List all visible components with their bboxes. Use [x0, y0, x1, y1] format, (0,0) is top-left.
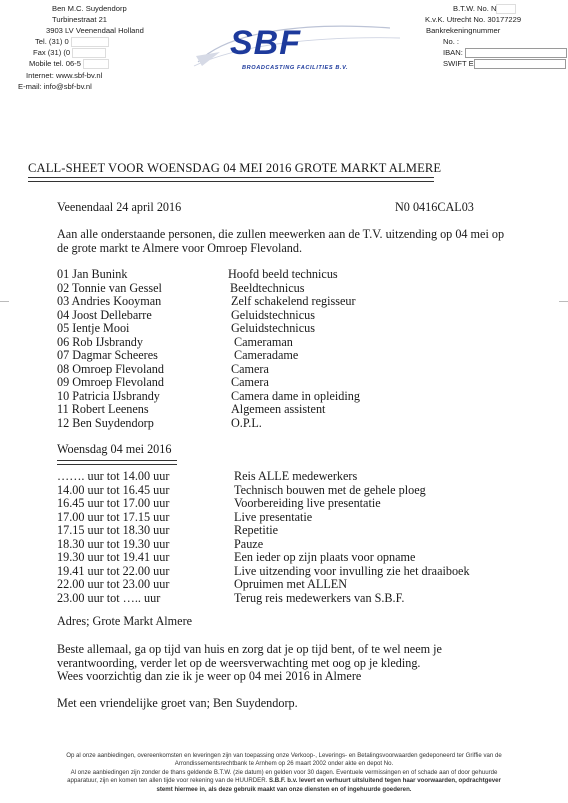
sender-tel: Tel. (31) 0 — [26, 36, 196, 47]
redaction-box — [496, 4, 516, 14]
place-date: Veenendaal 24 april 2016 — [57, 200, 182, 214]
redaction-box — [72, 48, 106, 58]
schedule-activity: Voorbereiding live presentatie — [234, 496, 381, 510]
schedule-time: 14.00 uur tot 16.45 uur — [57, 482, 170, 497]
schedule-activity: Terug reis medewerkers van S.B.F. — [234, 590, 405, 605]
crew-name: 09 Omroep Flevoland — [57, 375, 164, 389]
schedule-row — [57, 484, 437, 498]
footer-line: Op al onze aanbiedingen, overeenkomsten en leveringen zijn van toepassing onze Verkoop-, Leverings- en Betalingsvoorwaarden gedeponeerd ter Griffie van de — [66, 752, 502, 759]
footer-terms — [14, 752, 554, 794]
sender-email: E-mail: info@sbf-bv.nl — [18, 81, 92, 91]
bank-label: Bankrekeningnummer — [426, 26, 501, 36]
crew-name: 03 Andries Kooyman — [57, 294, 162, 308]
crew-name: 06 Rob IJsbrandy — [57, 334, 143, 349]
crew-row — [57, 390, 377, 404]
iban: IBAN: — [425, 47, 565, 58]
schedule-activity: Repetitie — [234, 523, 278, 537]
crew-list — [57, 268, 377, 430]
redaction-box — [83, 59, 109, 69]
logo-tagline: BROADCASTING FACILITIES B.V. — [242, 65, 349, 71]
closing-signature: Met een vriendelijke groet van; Ben Suydendorp. — [57, 696, 298, 710]
message-line: Wees voorzichtig dan zie ik je weer op 04 mei 2016 in Almere — [57, 669, 362, 684]
crew-row — [57, 403, 377, 417]
swift: SWIFT E — [425, 58, 565, 69]
crew-row — [57, 417, 377, 431]
schedule-row — [57, 563, 470, 579]
schedule-activity: Opruimen met ALLEN — [234, 577, 348, 591]
crew-row — [57, 268, 377, 282]
crew-row — [57, 336, 377, 350]
footer-line: stemt hiermee in, als deze gebruik maakt van onze diensten en of ingehuurde goederen. — [156, 785, 412, 793]
intro-line: Aan alle onderstaande personen, die zullen meewerken aan de T.V. uitzending op 04 mei op — [57, 227, 505, 241]
crew-name: 02 Tonnie van Gessel — [57, 280, 162, 295]
schedule-activity: Live uitzending voor invulling zie het draaiboek — [234, 563, 470, 578]
schedule-time: 22.00 uur tot 23.00 uur — [57, 577, 170, 591]
schedule-row — [57, 497, 437, 511]
sender-mobile: Mobile tel. 06-5 — [26, 58, 196, 69]
crew-role: Cameradame — [234, 348, 299, 362]
crew-name: 05 Ientje Mooi — [57, 321, 130, 335]
crew-role: Hoofd beeld technicus — [228, 267, 338, 281]
registration-block — [425, 3, 565, 70]
reference-number: N0 0416CAL03 — [395, 200, 474, 214]
redaction-box — [465, 48, 567, 58]
schedule-time: 17.15 uur tot 18.30 uur — [57, 523, 170, 537]
crew-role: Geluidstechnicus — [231, 321, 315, 335]
crew-name: 07 Dagmar Scheeres — [57, 348, 158, 362]
schedule-activity: Live presentatie — [234, 509, 313, 524]
crew-role: Camera — [231, 375, 269, 389]
logo-wordmark: SBF — [230, 24, 301, 62]
call-sheet-title: CALL-SHEET VOOR WOENSDAG 04 MEI 2016 GROTE MARKT ALMERE — [28, 161, 442, 175]
sender-name: Ben M.C. Suydendorp — [52, 4, 127, 13]
crew-name: 12 Ben Suydendorp — [57, 415, 154, 430]
message-text — [57, 643, 527, 684]
schedule-row — [57, 578, 437, 592]
schedule-time: 23.00 uur tot ….. uur — [57, 590, 161, 605]
punch-mark — [0, 301, 9, 302]
sender-fax: Fax (31) (0 — [26, 47, 196, 58]
crew-row — [57, 282, 377, 296]
title-double-rule — [28, 177, 434, 182]
schedule-list — [57, 469, 470, 605]
schedule-row — [57, 524, 437, 538]
schedule-row — [57, 551, 437, 565]
sender-contact-block — [18, 3, 196, 92]
redaction-box — [474, 59, 566, 69]
event-address: Adres; Grote Markt Almere — [57, 614, 193, 628]
crew-row — [57, 309, 377, 323]
sbf-logo — [190, 22, 405, 82]
crew-name: 11 Robert Leenens — [57, 402, 149, 416]
btw-number: B.T.W. No. N — [425, 3, 565, 14]
schedule-time: 17.00 uur tot 17.15 uur — [57, 509, 170, 524]
crew-row — [57, 376, 377, 390]
crew-role: Algemeen assistent — [231, 402, 326, 416]
crew-role: Cameraman — [234, 334, 293, 349]
punch-mark — [559, 301, 568, 302]
sender-internet: Internet: www.sbf-bv.nl — [26, 70, 103, 80]
redaction-box — [71, 37, 109, 47]
schedule-time: 19.30 uur tot 19.41 uur — [57, 550, 170, 564]
crew-row — [57, 322, 377, 336]
message-line: Beste allemaal, ga op tijd van huis en zorg dat je op tijd bent, of te wel neem je — [57, 642, 442, 656]
footer-line: Arrondissementsrechtbank te Arnhem op 26 maart 2002 onder akte en depot No. — [174, 760, 394, 768]
intro-line: de grote markt te Almere voor Omroep Flevoland. — [57, 240, 303, 255]
footer-line: Al onze aanbiedingen zijn zonder de thans geldende B.T.W. (zie datum) en gelden voor 30 dagen. Eventuele vermissingen en of schade aan of door gehuurde — [70, 768, 498, 776]
footer-line: apparatuur, zijn en komen ten allen tijde voor rekening van de HUURDER. S.B.F. b.v. levert en verhuurt uitsluitend tegen haar voorwaarden, opdrachtgever — [67, 777, 501, 785]
schedule-time: 19.41 uur tot 22.00 uur — [57, 563, 170, 578]
schedule-row — [57, 470, 437, 484]
schedule-row — [57, 511, 437, 525]
kvk-number: K.v.K. Utrecht No. 30177229 — [425, 15, 522, 25]
sender-city: 3903 LV Veenendaal Holland — [46, 26, 144, 36]
crew-name: 04 Joost Dellebarre — [57, 307, 152, 322]
crew-role: Camera — [231, 361, 269, 376]
crew-role: O.P.L. — [231, 415, 262, 430]
day-heading: Woensdag 04 mei 2016 — [57, 442, 172, 456]
crew-row — [57, 295, 377, 309]
schedule-activity: Reis ALLE medewerkers — [234, 469, 358, 483]
crew-name: 10 Patricia IJsbrandy — [57, 388, 160, 403]
intro-text — [57, 228, 537, 255]
crew-role: Zelf schakelend regisseur — [231, 294, 356, 308]
message-line: verantwoording, verder let op de weersverwachting met oog op je kleding. — [57, 655, 421, 670]
crew-role: Beeldtechnicus — [230, 280, 305, 295]
schedule-activity: Technisch bouwen met de gehele ploeg — [234, 482, 426, 497]
crew-role: Geluidstechnicus — [231, 307, 315, 322]
schedule-time: 16.45 uur tot 17.00 uur — [57, 496, 170, 510]
crew-name: 08 Omroep Flevoland — [57, 361, 164, 376]
schedule-time: ……. uur tot 14.00 uur — [57, 469, 170, 483]
crew-name: 01 Jan Bunink — [57, 267, 128, 281]
sender-street: Turbinestraat 21 — [52, 15, 108, 25]
crew-row — [57, 349, 377, 363]
schedule-activity: Een ieder op zijn plaats voor opname — [234, 550, 416, 564]
crew-role: Camera dame in opleiding — [231, 388, 360, 403]
schedule-row — [57, 538, 437, 552]
schedule-activity: Pauze — [234, 536, 264, 551]
schedule-row — [57, 592, 437, 606]
crew-row — [57, 363, 377, 377]
bank-number: No. : — [443, 37, 460, 47]
schedule-time: 18.30 uur tot 19.30 uur — [57, 536, 170, 551]
day-double-rule — [57, 460, 177, 465]
